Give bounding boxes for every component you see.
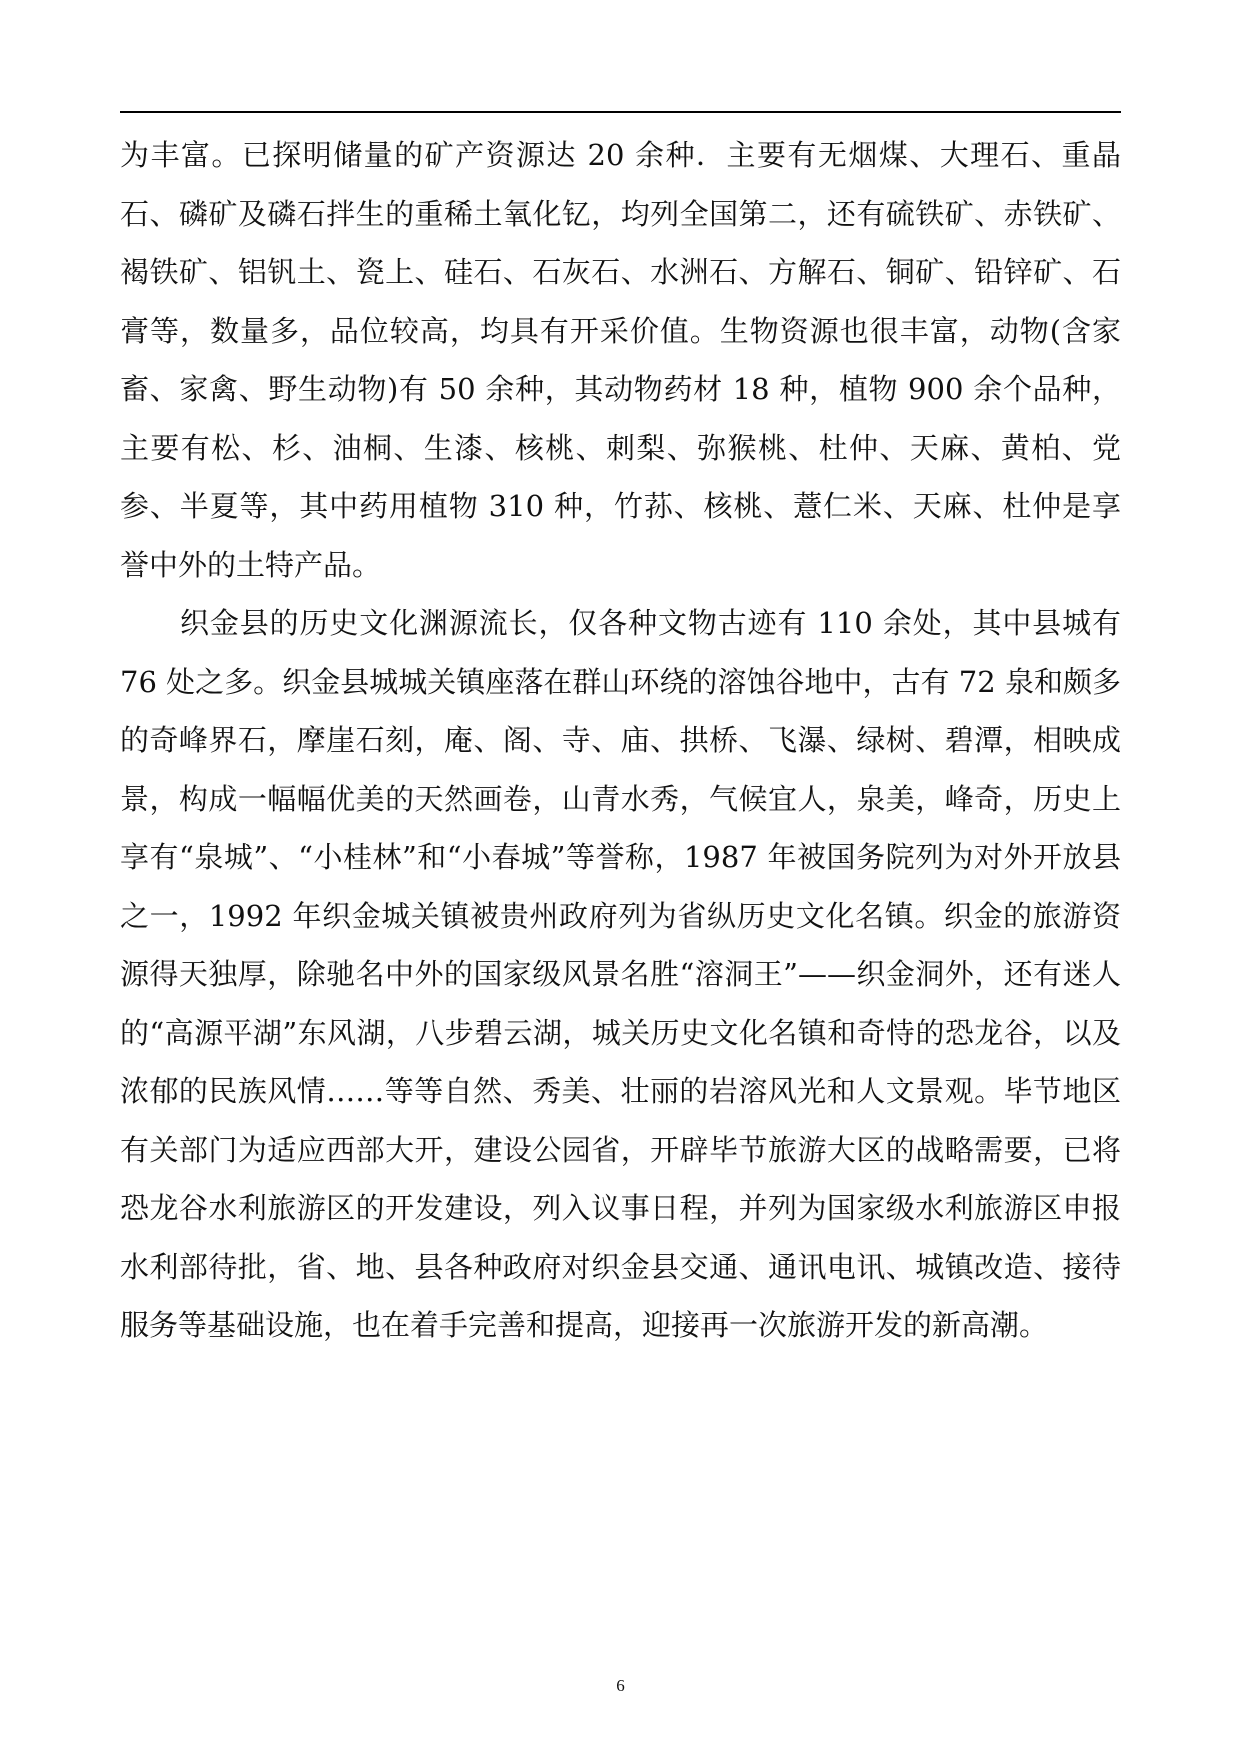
page-number: 6 <box>616 1676 625 1695</box>
paragraph-resources: 为丰富。已探明储量的矿产资源达 20 余种．主要有无烟煤、大理石、重晶石、磷矿及磷石拌生的重稀土氧化钇，均列全国第二，还有硫铁矿、赤铁矿、褐铁矿、铝钒土、瓷上、硅石、石灰石、水洲石、方解石、铜矿、铅锌矿、石膏等，数量多，品位较高，均具有开采价值。生物资源也很丰富，动物(含家畜、家禽、野生动物)有 50 余种，其动物药材 18 种，植物 900 余个品种，主要有松、杉、油桐、生漆、核桃、刺梨、弥猴桃、杜仲、天麻、黄柏、党参、半夏等，其中药用植物 310 种，竹荪、核桃、薏仁米、天麻、杜仲是享誉中外的土特产品。 <box>120 138 1121 582</box>
paragraph-history-culture: 织金县的历史文化渊源流长，仅各种文物古迹有 110 余处，其中县城有 76 处之多。织金县城城关镇座落在群山环绕的溶蚀谷地中，古有 72 泉和颇多的奇峰界石，摩崖石刻，庵、阁、寺、庙、拱桥、飞瀑、绿树、碧潭，相映成景，构成一幅幅优美的天然画卷，山青水秀，气候宜人，泉美，峰奇，历史上享有“泉城”、“小桂林”和“小春城”等誉称，1987 年被国务院列为对外开放县之一，1992 年织金城关镇被贵州政府列为省纵历史文化名镇。织金的旅游资源得天独厚，除驰名中外的国家级风景名胜“溶洞王”——织金洞外，还有迷人的“高源平湖”东风湖，八步碧云湖，城关历史文化名镇和奇恃的恐龙谷，以及浓郁的民族风情……等等自然、秀美、壮丽的岩溶风光和人文景观。毕节地区有关部门为适应西部大开，建设公园省，开辟毕节旅游大区的战略需要，已将恐龙谷水利旅游区的开发建设，列入议事日程，并列为国家级水利旅游区申报水利部待批，省、地、县各种政府对织金县交通、通讯电讯、城镇改造、接待服务等基础设施，也在着手完善和提高，迎接再一次旅游开发的新高潮。 <box>120 606 1121 1342</box>
header-rule <box>120 111 1121 113</box>
body-text <box>120 126 1121 1355</box>
